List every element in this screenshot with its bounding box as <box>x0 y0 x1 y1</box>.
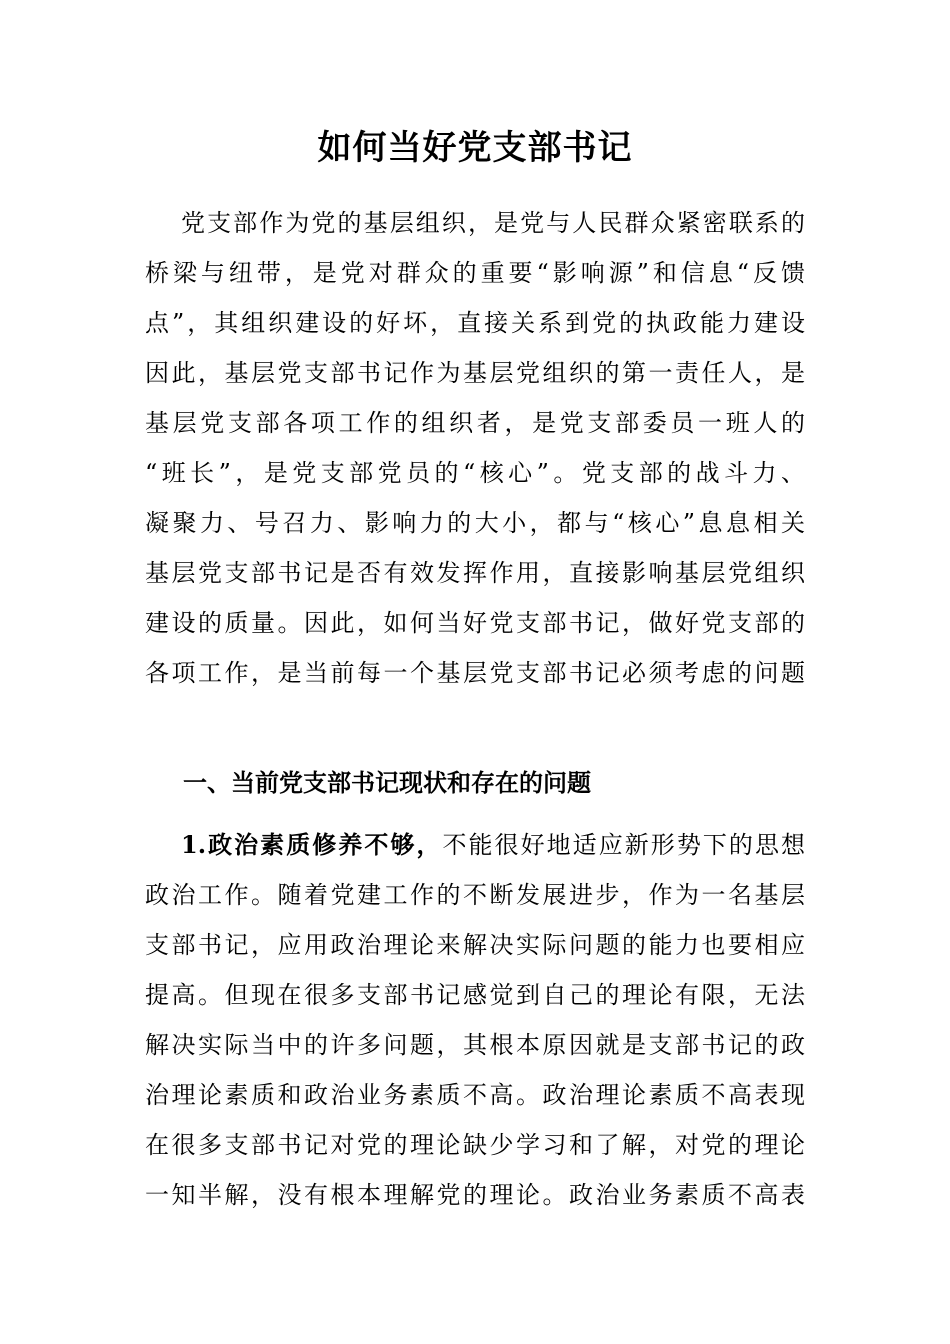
paragraph-line: 建设的质量。因此，如何当好党支部书记，做好党支部的 <box>145 609 805 637</box>
paragraph-line: 因此，基层党支部书记作为基层党组织的第一责任人，是 <box>145 359 805 387</box>
paragraph-line: 凝聚力、号召力、影响力的大小，都与“核心”息息相关 <box>145 509 805 537</box>
intro-paragraph <box>145 198 805 698</box>
paragraph-line: 点”，其组织建设的好坏，直接关系到党的执政能力建设 <box>145 309 805 337</box>
paragraph-line: “班长”，是党支部党员的“核心”。党支部的战斗力、 <box>145 459 805 487</box>
point-1-lead-rest: 不能很好地适应新形势下的思想 <box>442 831 805 859</box>
document-title: 如何当好党支部书记 <box>317 128 633 168</box>
point-1-paragraph <box>145 820 805 1220</box>
paragraph-line: 党支部作为党的基层组织，是党与人民群众紧密联系的 <box>181 209 805 237</box>
paragraph-line: 支部书记，应用政治理论来解决实际问题的能力也要相应 <box>145 931 805 959</box>
paragraph-line: 桥梁与纽带，是党对群众的重要“影响源”和信息“反馈 <box>145 259 805 287</box>
paragraph-line: 在很多支部书记对党的理论缺少学习和了解，对党的理论 <box>145 1131 805 1159</box>
point-1-lead: 1.政治素质修养不够， <box>181 830 443 859</box>
paragraph-line: 政治工作。随着党建工作的不断发展进步，作为一名基层 <box>145 881 805 909</box>
paragraph-line: 治理论素质和政治业务素质不高。政治理论素质不高表现 <box>145 1081 805 1109</box>
paragraph-line: 基层党支部各项工作的组织者，是党支部委员一班人的 <box>145 409 805 437</box>
paragraph-line <box>145 820 805 870</box>
paragraph-line: 提高。但现在很多支部书记感觉到自己的理论有限，无法 <box>145 981 805 1009</box>
section-heading: 一、当前党支部书记现状和存在的问题 <box>183 768 591 797</box>
paragraph-line: 解决实际当中的许多问题，其根本原因就是支部书记的政 <box>145 1031 805 1059</box>
paragraph-line: 基层党支部书记是否有效发挥作用，直接影响基层党组织 <box>145 559 805 587</box>
paragraph-line: 各项工作，是当前每一个基层党支部书记必须考虑的问题 <box>145 659 805 687</box>
paragraph-line: 一知半解，没有根本理解党的理论。政治业务素质不高表 <box>145 1181 805 1209</box>
